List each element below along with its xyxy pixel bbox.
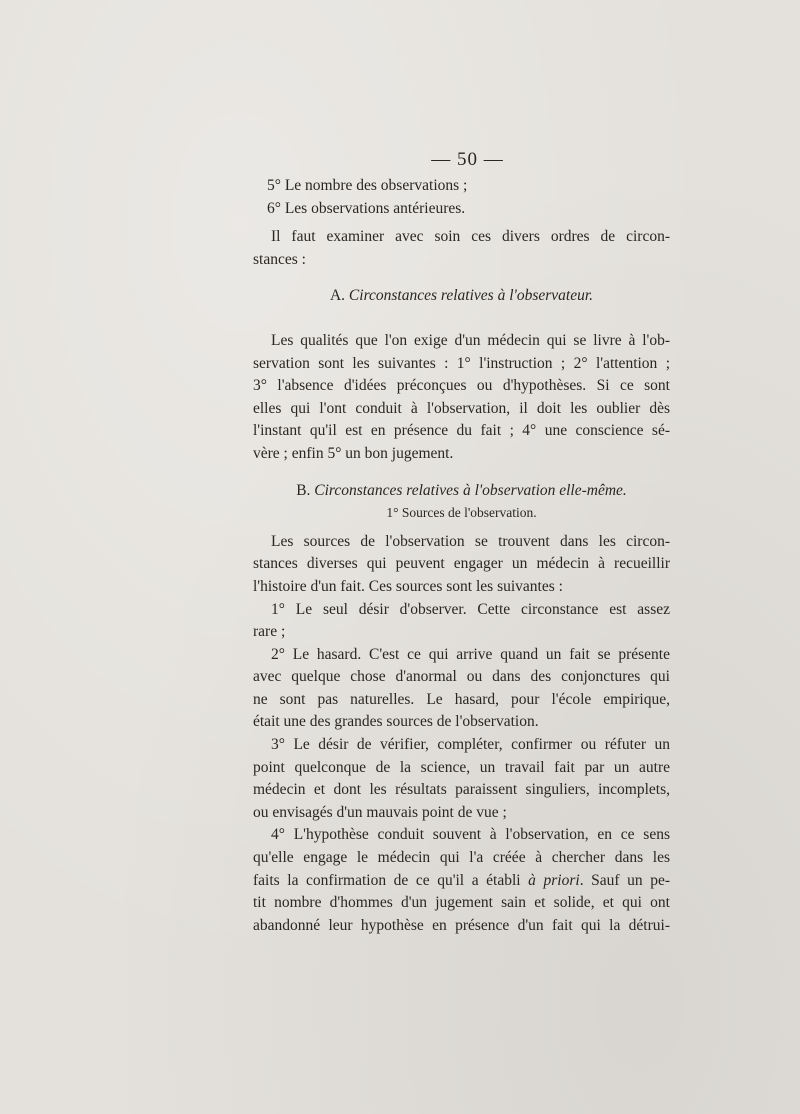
intro-line: stances :: [253, 250, 306, 268]
text-run: . Sauf un pe-: [579, 871, 670, 889]
section-heading-a: [253, 285, 670, 308]
paragraph-line: Les qualités que l'on exige d'un médecin qui se livre à l'ob-: [271, 331, 670, 349]
paragraph-line: elles qui l'ont conduit à l'observation, il doit les oublier dès: [253, 399, 670, 417]
list-item-6: 6° Les observations antérieures.: [267, 199, 466, 217]
paragraph-line: 2° Le hasard. C'est ce qui arrive quand un fait se présente: [271, 645, 670, 663]
section-title: Circonstances relatives à l'observateur.: [348, 287, 594, 305]
section-letter: A.: [329, 287, 346, 305]
paragraph-line: rare ;: [253, 623, 286, 641]
text-run: faits la confirmation de ce qu'il a établi: [253, 871, 529, 889]
paragraph-line: avec quelque chose d'anormal ou dans des conjonctures qui: [253, 668, 670, 686]
page-number: — 50 —: [431, 149, 504, 170]
paragraph-line: 4° L'hypothèse conduit souvent à l'observation, en ce sens: [271, 826, 670, 844]
paragraph-line: ou envisagés d'un mauvais point de vue ;: [253, 803, 507, 821]
paragraph-line: l'histoire d'un fait. Ces sources sont les suivantes :: [253, 577, 563, 595]
paragraph-line: 3° l'absence d'idées préconçues ou d'hypothèses. Si ce sont: [253, 377, 670, 395]
paragraph-line: stances diverses qui peuvent engager un médecin à recueillir: [253, 555, 670, 573]
section-heading-b: [253, 480, 670, 503]
paragraph-line: tit nombre d'hommes d'un jugement sain et solide, et qui ont: [253, 894, 670, 912]
paragraph-line: point quelconque de la science, un travail fait par un autre: [253, 758, 670, 776]
italic-term: à priori: [528, 871, 580, 889]
paragraph-line: qu'elle engage le médecin qui l'a créée à chercher dans les: [253, 849, 670, 867]
paragraph-line: ne sont pas naturelles. Le hasard, pour l'école empirique,: [253, 690, 670, 708]
paragraph-line: était une des grandes sources de l'observation.: [253, 713, 539, 731]
paragraph-line: abandonné leur hypothèse en présence d'un fait qui la détrui-: [253, 916, 670, 934]
paragraph-line: [253, 870, 670, 893]
paragraph-line: 3° Le désir de vérifier, compléter, confirmer ou réfuter un: [271, 736, 670, 754]
subsection-heading: 1° Sources de l'observation.: [386, 505, 537, 521]
paragraph-line: vère ; enfin 5° un bon jugement.: [253, 444, 454, 462]
paragraph-line: médecin et dont les résultats paraissent singuliers, incomplets,: [253, 781, 670, 799]
paragraph-line: Les sources de l'observation se trouvent dans les circon-: [271, 532, 670, 550]
paragraph-line: l'instant qu'il est en présence du fait ; 4° une conscience sé-: [253, 422, 670, 440]
section-title: Circonstances relatives à l'observation elle-même.: [314, 481, 627, 499]
section-letter: B.: [296, 481, 311, 499]
page-text: [253, 145, 670, 937]
paragraph-line: 1° Le seul désir d'observer. Cette circonstance est assez: [271, 600, 670, 618]
list-item-5: 5° Le nombre des observations ;: [267, 177, 468, 194]
intro-line: Il faut examiner avec soin ces divers ordres de circon-: [271, 228, 670, 246]
paragraph-line: servation sont les suivantes : 1° l'instruction ; 2° l'attention ;: [253, 354, 670, 372]
